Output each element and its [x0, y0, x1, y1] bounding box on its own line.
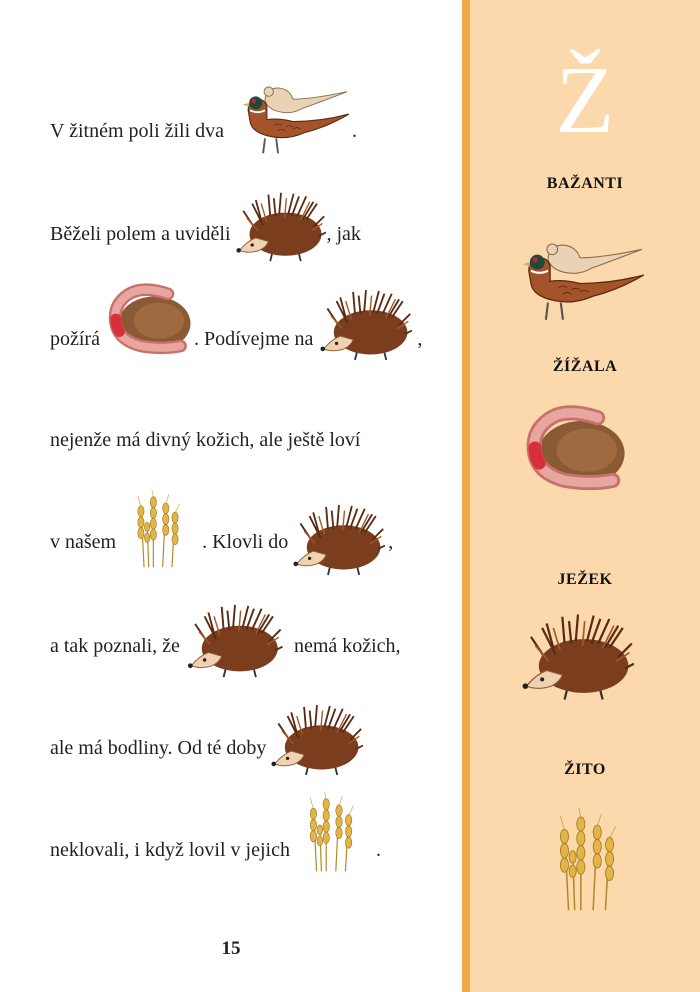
word-bazanti: BAŽANTI: [546, 175, 624, 192]
story-line-6: a tak poznali, že nemá kožich,: [50, 630, 401, 660]
hedgehog-icon: [522, 612, 634, 702]
wheat-icon: [546, 798, 628, 924]
pheasant-icon: [516, 228, 644, 324]
story-line-7: ale má bodliny. Od té doby: [50, 732, 363, 762]
story-line-8: neklovali, i když lovil v jejich .: [50, 834, 381, 864]
page-divider: [462, 0, 470, 992]
earthworm-icon: [522, 398, 630, 498]
story-line-1: V žitném poli žili dva .: [50, 115, 357, 145]
hedgehog-icon: [187, 603, 283, 679]
story-line-4: nejenže má divný kožich, ale ještě loví: [50, 429, 361, 452]
word-zito: ŽITO: [564, 761, 606, 778]
wheat-icon: [299, 783, 363, 883]
hedgehog-icon: [293, 503, 385, 577]
wheat-icon: [127, 481, 189, 579]
pheasant-icon: [237, 72, 349, 158]
hedgehog-icon: [271, 703, 363, 777]
sidebar-letter: Ž: [555, 46, 615, 153]
word-zizala: ŽÍŽALA: [552, 358, 618, 375]
hedgehog-icon: [320, 288, 412, 362]
story-line-2: Běželi polem a uviděli , jak: [50, 218, 361, 248]
page-number: 15: [221, 938, 241, 959]
hedgehog-icon: [236, 191, 326, 263]
story-line-5: v našem . Klovli do ,: [50, 526, 393, 556]
word-jezek: JEŽEK: [557, 571, 613, 588]
earthworm-icon: [105, 278, 195, 360]
story-line-3: požírá . Podívejme na ,: [50, 323, 422, 353]
